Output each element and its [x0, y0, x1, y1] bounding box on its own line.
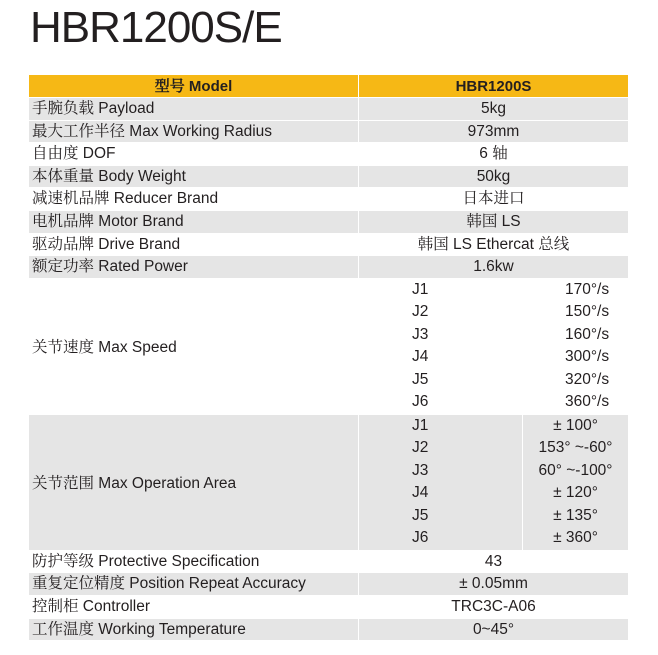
- row-value: 973mm: [358, 121, 628, 143]
- joint-name: J6: [359, 527, 523, 550]
- joint-row: [359, 415, 628, 438]
- row-value: 韩国 LS Ethercat 总线: [358, 234, 628, 256]
- joint-row: [359, 369, 628, 392]
- row-label: 防护等级 Protective Specification: [32, 552, 260, 570]
- row-value: 日本进口: [358, 188, 628, 210]
- joint-value: 300°/s: [565, 348, 610, 366]
- joint-row: [359, 324, 628, 347]
- joint-name: J1: [359, 415, 523, 438]
- joint-value: 60° ~-100°: [538, 461, 613, 479]
- joint-name: J1: [412, 280, 429, 298]
- joint-row: [359, 391, 628, 414]
- range-joints: [358, 415, 628, 550]
- table-row: [29, 98, 628, 121]
- row-value: 6 轴: [358, 143, 628, 165]
- joint-value: 320°/s: [565, 370, 610, 388]
- row-label: 自由度 DOF: [32, 145, 116, 163]
- table-row: [29, 551, 628, 574]
- speed-label: 关节速度 Max Speed: [32, 339, 177, 357]
- joint-value: 170°/s: [565, 280, 610, 298]
- joint-name: J3: [359, 460, 523, 483]
- joint-name: J5: [359, 505, 523, 528]
- joint-row: [359, 437, 628, 460]
- row-label: 手腕负载 Payload: [32, 100, 155, 117]
- table-row: [29, 121, 628, 144]
- header-value: HBR1200S: [358, 75, 628, 97]
- row-label: 减速机品牌 Reducer Brand: [32, 190, 219, 208]
- row-label: 重复定位精度 Position Repeat Accuracy: [32, 575, 306, 593]
- joint-row: [359, 527, 628, 550]
- joint-value: ± 360°: [553, 529, 598, 547]
- joint-value: ± 100°: [553, 416, 598, 434]
- row-value: 43: [358, 551, 628, 573]
- table-row: [29, 188, 628, 211]
- table-row: [29, 211, 628, 234]
- joint-name: J5: [412, 370, 429, 388]
- joint-value: 153° ~-60°: [538, 439, 613, 457]
- row-value: TRC3C-A06: [358, 596, 628, 618]
- row-value: 5kg: [358, 98, 628, 120]
- joint-value: ± 120°: [553, 484, 598, 502]
- row-label: 最大工作半径 Max Working Radius: [32, 122, 273, 140]
- range-label: 关节范围 Max Operation Area: [32, 475, 237, 493]
- row-label: 本体重量 Body Weight: [32, 167, 186, 185]
- row-label: 控制柜 Controller: [32, 597, 150, 615]
- row-value: 韩国 LS: [358, 211, 628, 233]
- joint-value: 360°/s: [565, 393, 610, 411]
- table-row: [29, 596, 628, 619]
- table-row: [29, 619, 628, 642]
- joint-name: J6: [412, 393, 429, 411]
- spec-table: [29, 75, 628, 641]
- row-value: 0~45°: [358, 619, 628, 641]
- row-value: 1.6kw: [358, 256, 628, 278]
- table-row: [29, 234, 628, 257]
- joint-name: J2: [412, 303, 429, 321]
- joint-name: J4: [412, 348, 429, 366]
- speed-block: [29, 279, 628, 415]
- joint-value: 150°/s: [565, 303, 610, 321]
- row-label: 驱动品牌 Drive Brand: [32, 235, 181, 253]
- range-block: [29, 415, 628, 551]
- joint-row: [359, 346, 628, 369]
- joint-row: [359, 505, 628, 528]
- joint-value: 160°/s: [565, 325, 610, 343]
- joint-row: [359, 279, 628, 302]
- joint-name: J4: [359, 482, 523, 505]
- joint-value: ± 135°: [553, 506, 598, 524]
- table-row: [29, 166, 628, 189]
- table-row: [29, 256, 628, 279]
- row-label: 额定功率 Rated Power: [32, 258, 188, 276]
- row-label: 工作温度 Working Temperature: [32, 620, 246, 638]
- row-value: 50kg: [358, 166, 628, 188]
- table-row: [29, 573, 628, 596]
- joint-name: J3: [412, 325, 429, 343]
- row-value: ± 0.05mm: [358, 573, 628, 595]
- speed-joints: [358, 279, 628, 414]
- joint-name: J2: [359, 437, 523, 460]
- table-header: [29, 75, 628, 98]
- joint-row: [359, 301, 628, 324]
- page-title: HBR1200S/E: [30, 3, 282, 52]
- joint-row: [359, 482, 628, 505]
- header-label: 型号 Model: [154, 78, 233, 95]
- row-label: 电机品牌 Motor Brand: [32, 212, 184, 230]
- joint-row: [359, 460, 628, 483]
- table-row: [29, 143, 628, 166]
